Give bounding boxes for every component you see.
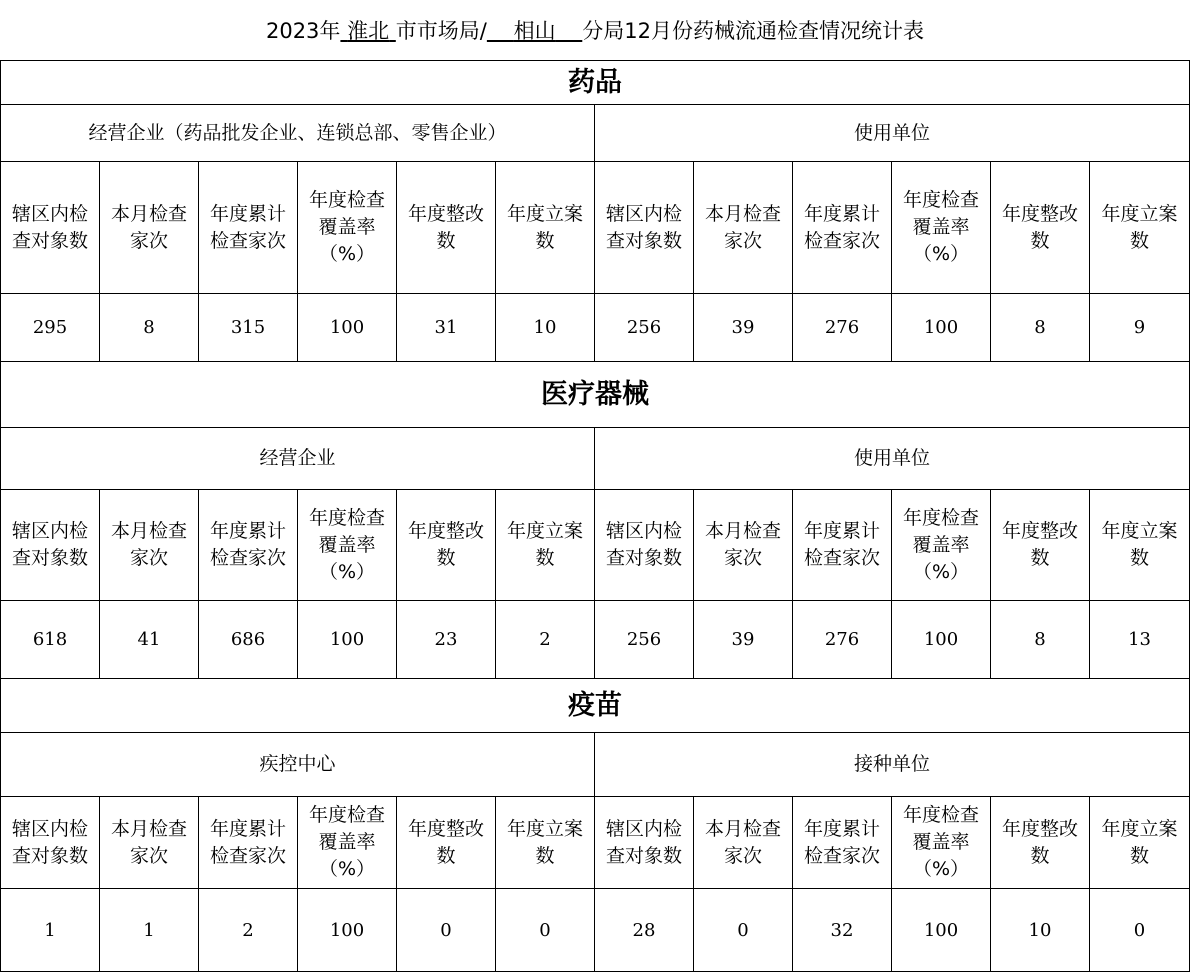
column-header: [199, 490, 298, 601]
column-header: [1090, 797, 1190, 889]
column-header: [595, 797, 694, 889]
column-header: [1090, 162, 1190, 294]
column-header-label: 年度整改 数: [1001, 202, 1078, 252]
value-cell: 8: [991, 601, 1090, 679]
column-header: [694, 490, 793, 601]
column-header: [1, 490, 100, 601]
column-header-label: 年度检查 覆盖率 （%）: [308, 804, 385, 880]
value-cell: 100: [298, 601, 397, 679]
column-header-label: 年度立案 数: [506, 202, 583, 252]
column-header-label: 本月检查 家次: [110, 520, 187, 569]
value-cell: 100: [298, 889, 397, 972]
column-header: [496, 797, 595, 889]
column-header-label: 年度整改 数: [407, 202, 484, 252]
value-cell: 315: [199, 294, 298, 362]
group-header: 经营企业: [1, 428, 595, 490]
column-header-label: 年度检查 覆盖率 （%）: [902, 804, 979, 880]
column-header: [496, 162, 595, 294]
column-header-label: 年度整改 数: [1001, 520, 1078, 569]
title-district: 相山: [513, 19, 556, 43]
column-header: [100, 162, 199, 294]
column-header-label: 辖区内检 查对象数: [11, 520, 88, 569]
value-cell: 0: [1090, 889, 1190, 972]
column-header-label: 辖区内检 查对象数: [605, 817, 682, 867]
group-header: 疾控中心: [1, 733, 595, 797]
column-header-label: 辖区内检 查对象数: [11, 202, 88, 252]
column-header-label: 年度累计 检查家次: [803, 202, 880, 252]
statistics-table: [0, 60, 1190, 972]
value-cell: 8: [100, 294, 199, 362]
value-cell: 100: [298, 294, 397, 362]
column-header-label: 年度累计 检查家次: [209, 202, 286, 252]
value-cell: 0: [694, 889, 793, 972]
value-cell: 276: [793, 294, 892, 362]
value-cell: 2: [199, 889, 298, 972]
column-header-label: 年度整改 数: [1001, 817, 1078, 867]
column-header: [694, 162, 793, 294]
value-cell: 100: [892, 601, 991, 679]
column-header: [298, 797, 397, 889]
value-cell: 23: [397, 601, 496, 679]
value-cell: 39: [694, 601, 793, 679]
value-cell: 10: [496, 294, 595, 362]
column-header: [1090, 490, 1190, 601]
section-title: 药品: [1, 61, 1190, 105]
column-header-label: 本月检查 家次: [110, 202, 187, 252]
column-header-label: 辖区内检 查对象数: [605, 202, 682, 252]
title-city: 淮北: [347, 19, 390, 43]
column-header: [595, 162, 694, 294]
column-header-label: 年度立案 数: [506, 817, 583, 867]
column-header-label: 年度累计 检查家次: [803, 817, 880, 867]
column-header-label: 本月检查 家次: [110, 817, 187, 867]
column-header-label: 本月检查 家次: [704, 817, 781, 867]
column-header: [694, 797, 793, 889]
column-header: [397, 162, 496, 294]
column-header: [991, 162, 1090, 294]
page-title: [0, 0, 1190, 60]
value-cell: 618: [1, 601, 100, 679]
column-header: [397, 797, 496, 889]
column-header-label: 辖区内检 查对象数: [11, 817, 88, 867]
value-cell: 31: [397, 294, 496, 362]
value-cell: 686: [199, 601, 298, 679]
group-header: 使用单位: [595, 105, 1190, 162]
section-title: 医疗器械: [1, 362, 1190, 428]
column-header-label: 年度检查 覆盖率 （%）: [902, 506, 979, 583]
column-header: [100, 797, 199, 889]
value-cell: 28: [595, 889, 694, 972]
column-header: [991, 797, 1090, 889]
value-cell: 0: [397, 889, 496, 972]
column-header: [793, 490, 892, 601]
column-header-label: 本月检查 家次: [704, 520, 781, 569]
column-header: [496, 490, 595, 601]
column-header: [892, 797, 991, 889]
title-middle: 市市场局/: [395, 19, 487, 43]
value-cell: 10: [991, 889, 1090, 972]
column-header-label: 年度立案 数: [506, 520, 583, 569]
column-header: [199, 797, 298, 889]
value-cell: 39: [694, 294, 793, 362]
column-header: [595, 490, 694, 601]
value-cell: 0: [496, 889, 595, 972]
column-header: [892, 490, 991, 601]
column-header-label: 年度累计 检查家次: [803, 520, 880, 569]
column-header-label: 年度立案 数: [1101, 520, 1178, 569]
column-header-label: 年度检查 覆盖率 （%）: [308, 189, 385, 265]
title-suffix: 分局12月份药械流通检查情况统计表: [582, 19, 925, 43]
value-cell: 13: [1090, 601, 1190, 679]
column-header-label: 年度检查 覆盖率 （%）: [902, 189, 979, 265]
column-header: [298, 490, 397, 601]
value-cell: 256: [595, 601, 694, 679]
column-header: [1, 162, 100, 294]
table-body: [1, 61, 1190, 972]
value-cell: 41: [100, 601, 199, 679]
group-header: 接种单位: [595, 733, 1190, 797]
column-header: [991, 490, 1090, 601]
column-header-label: 年度整改 数: [407, 520, 484, 569]
value-cell: 276: [793, 601, 892, 679]
column-header: [892, 162, 991, 294]
column-header-label: 年度整改 数: [407, 817, 484, 867]
column-header-label: 年度检查 覆盖率 （%）: [308, 506, 385, 583]
column-header: [1, 797, 100, 889]
column-header: [793, 162, 892, 294]
value-cell: 100: [892, 889, 991, 972]
group-header: 使用单位: [595, 428, 1190, 490]
value-cell: 8: [991, 294, 1090, 362]
value-cell: 1: [1, 889, 100, 972]
group-header: 经营企业（药品批发企业、连锁总部、零售企业）: [1, 105, 595, 162]
value-cell: 100: [892, 294, 991, 362]
column-header: [100, 490, 199, 601]
column-header: [397, 490, 496, 601]
value-cell: 2: [496, 601, 595, 679]
column-header-label: 年度累计 检查家次: [209, 817, 286, 867]
section-title: 疫苗: [1, 679, 1190, 733]
column-header-label: 年度立案 数: [1101, 817, 1178, 867]
column-header-label: 本月检查 家次: [704, 202, 781, 252]
column-header: [199, 162, 298, 294]
value-cell: 1: [100, 889, 199, 972]
column-header: [793, 797, 892, 889]
column-header-label: 辖区内检 查对象数: [605, 520, 682, 569]
value-cell: 9: [1090, 294, 1190, 362]
column-header-label: 年度立案 数: [1101, 202, 1178, 252]
column-header: [298, 162, 397, 294]
title-prefix: 2023年: [265, 19, 341, 43]
value-cell: 32: [793, 889, 892, 972]
column-header-label: 年度累计 检查家次: [209, 520, 286, 569]
value-cell: 256: [595, 294, 694, 362]
value-cell: 295: [1, 294, 100, 362]
